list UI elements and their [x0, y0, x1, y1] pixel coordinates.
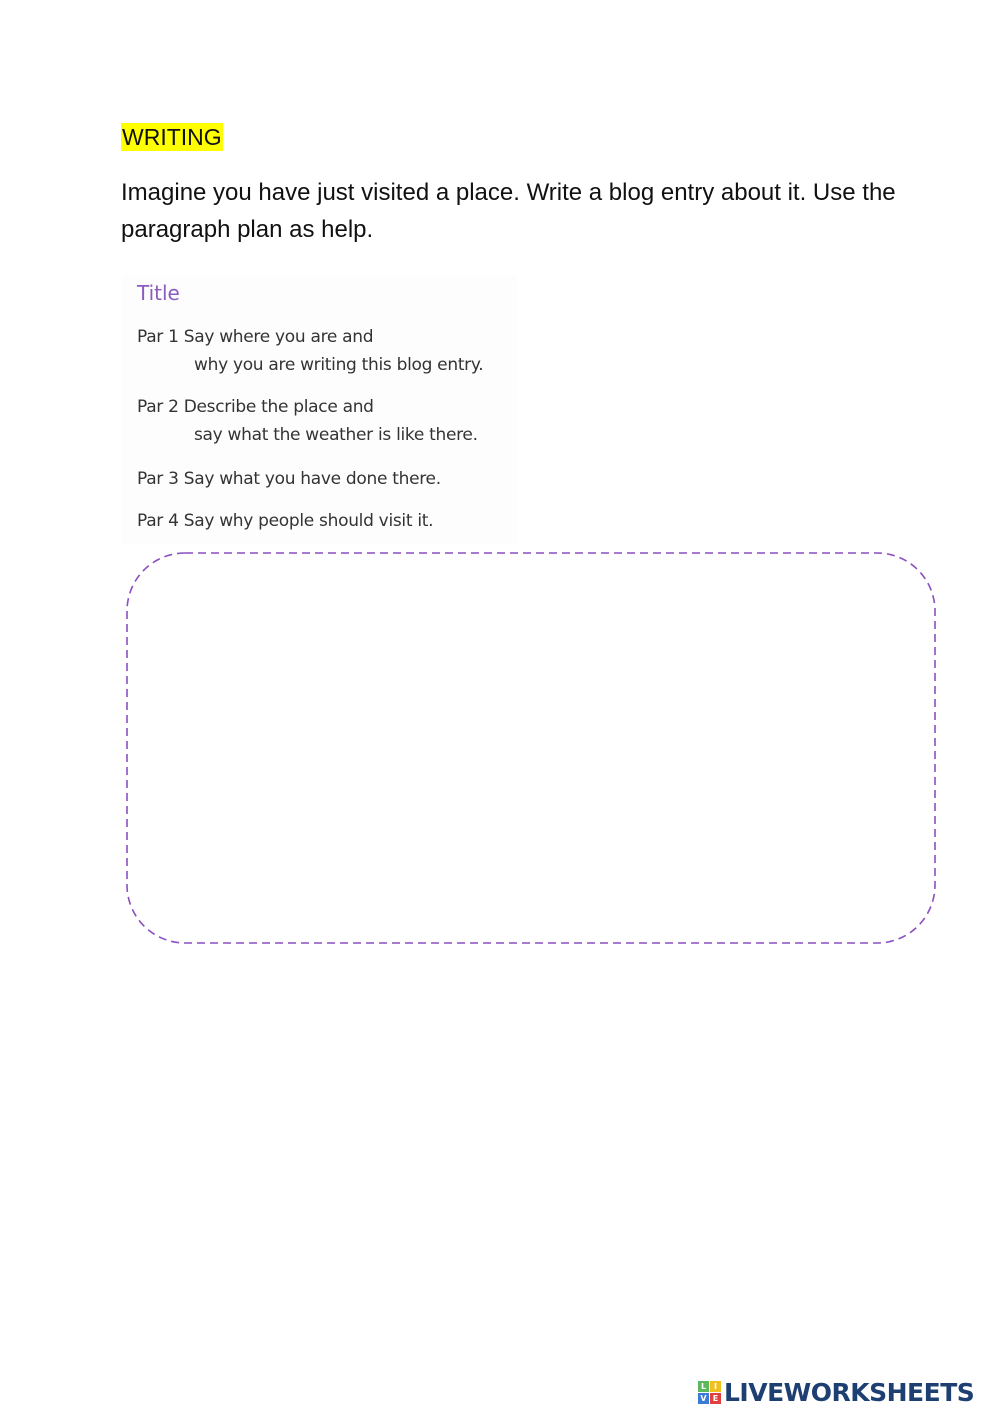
plan-row [137, 393, 478, 449]
logo-icon [698, 1381, 721, 1404]
answer-text-area[interactable] [125, 551, 939, 947]
logo-text: LIVEWORKSHEETS [724, 1378, 975, 1407]
logo-letter: L [698, 1381, 709, 1392]
plan-row-cont: say what the weather is like there. [194, 425, 478, 445]
plan-row [137, 507, 433, 535]
plan-row-label: Par 4 Say why people should visit it. [137, 511, 434, 531]
plan-row [137, 323, 483, 379]
plan-row-cont: why you are writing this blog entry. [194, 355, 484, 375]
liveworksheets-logo [698, 1378, 974, 1407]
plan-title: Title [137, 281, 180, 305]
instructions: Imagine you have just visited a place. Write a blog entry about it. Use the paragraph plan as help. [121, 179, 896, 243]
plan-row-label: Par 1 Say where you are and [137, 327, 374, 347]
plan-row-label: Par 2 Describe the place and [137, 397, 374, 417]
logo-letter: I [710, 1381, 721, 1392]
section-heading: WRITING [122, 124, 222, 150]
logo-letter: V [698, 1393, 709, 1404]
plan-row [137, 465, 441, 493]
paragraph-plan [122, 276, 517, 544]
logo-letter: E [710, 1393, 721, 1404]
plan-row-label: Par 3 Say what you have done there. [137, 469, 441, 489]
